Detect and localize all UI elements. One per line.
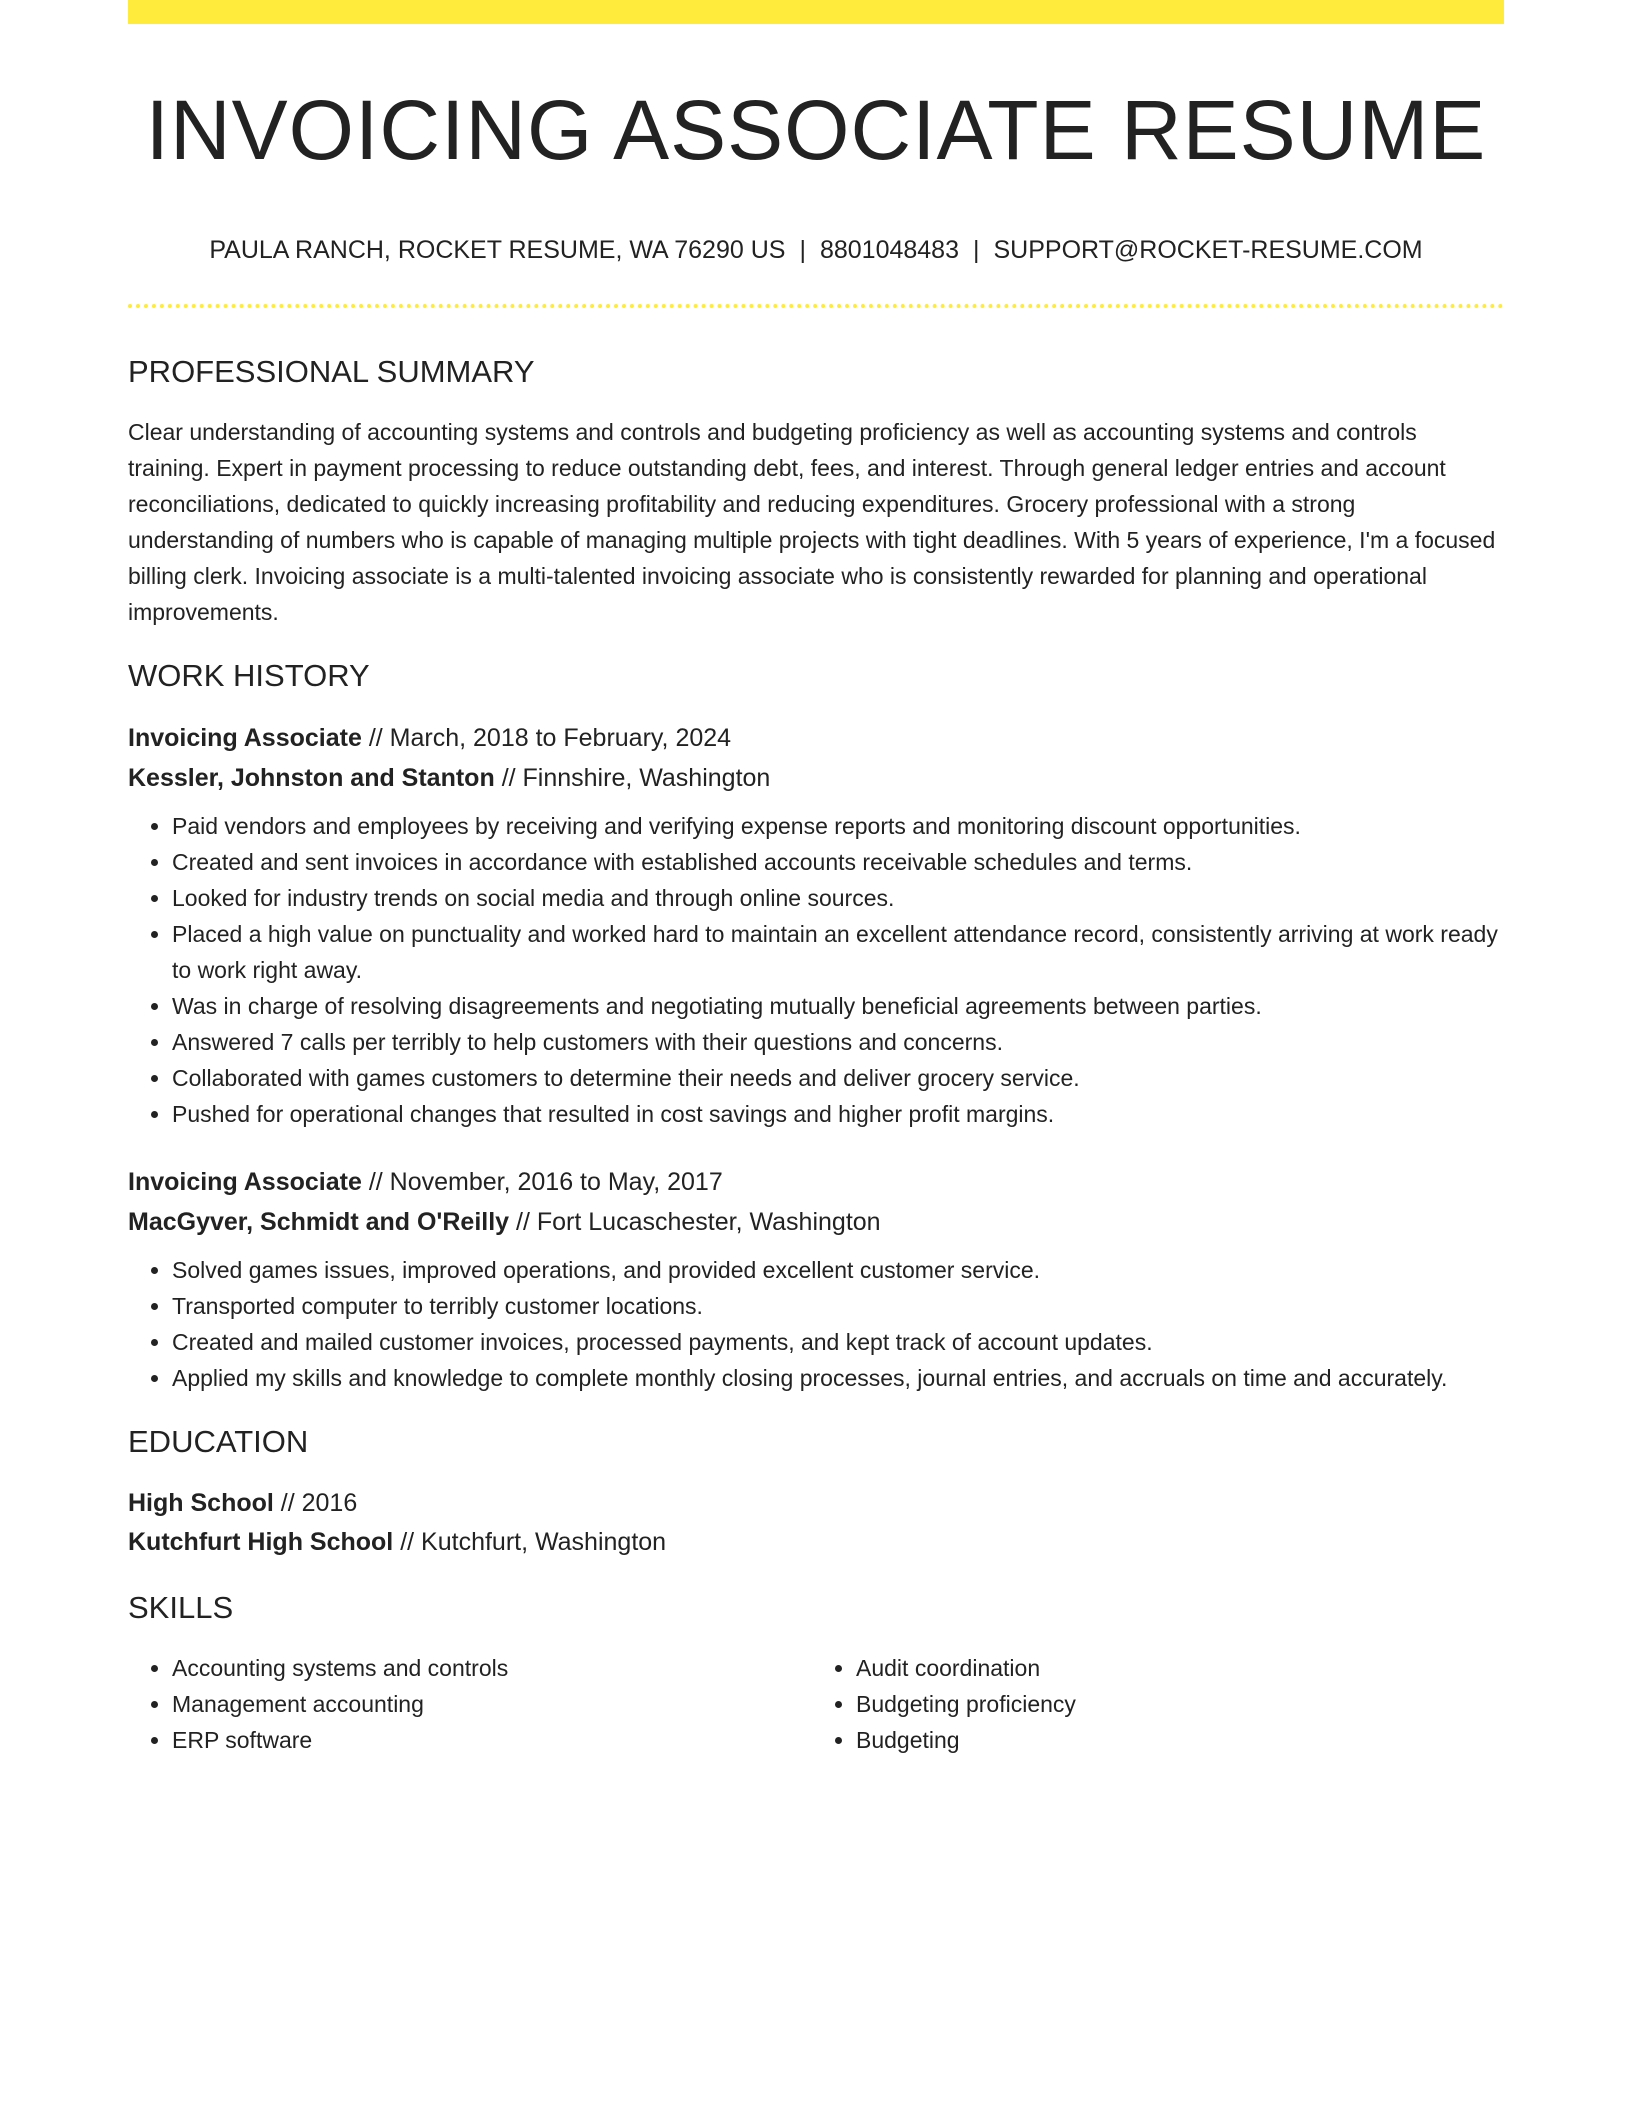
summary-text: Clear understanding of accounting systems and controls and budgeting proficiency as well as accounting systems and controls training. Expert in payment processing to reduce outstanding debt, fees, and interest. Through general ledger entries and account reconciliations, dedicated to quickly increasing profitability and reducing expenditures. Grocery professional with a strong understanding of numbers who is capable of managing multiple projects with tight deadlines. With 5 years of experience, I'm a focused billing clerk. Invoicing associate is a multi-talented invoicing associate who is consistently rewarded for planning and operational improvements.: [128, 419, 1496, 625]
job-bullet: • Created and mailed customer invoices, processed payments, and kept track of account updates.: [172, 1324, 1504, 1360]
job-bullet: • Applied my skills and knowledge to complete monthly closing processes, journal entries, and accruals on time and accurately.: [172, 1360, 1504, 1396]
resume-page: [128, 0, 1504, 1758]
education-entry: [128, 1484, 1504, 1562]
skill-item: • Management accounting: [172, 1686, 806, 1722]
skills-column-right: [806, 1650, 1490, 1758]
education-heading: EDUCATION: [128, 1424, 309, 1459]
contact-separator: |: [799, 236, 806, 264]
job-bullet: • Created and sent invoices in accordance with established accounts receivable schedules and terms.: [172, 844, 1504, 880]
job-bullets: [128, 808, 1504, 1132]
education-school: Kutchfurt High School: [128, 1528, 394, 1556]
job-bullet: • Collaborated with games customers to determine their needs and deliver grocery service.: [172, 1060, 1504, 1096]
job-bullet: • Was in charge of resolving disagreements and negotiating mutually beneficial agreements between parties.: [172, 988, 1504, 1024]
skills-list: [128, 1650, 1504, 1758]
contact-email[interactable]: SUPPORT@ROCKET-RESUME.COM: [993, 236, 1423, 264]
job-dates: // November, 2016 to May, 2017: [368, 1168, 723, 1196]
job-title: Invoicing Associate: [128, 724, 362, 752]
skill-item: • Audit coordination: [856, 1650, 1490, 1686]
top-accent-bar: [128, 0, 1504, 24]
job-location: // Fort Lucaschester, Washington: [516, 1208, 881, 1236]
skills-heading: SKILLS: [128, 1590, 234, 1625]
job-company: Kessler, Johnston and Stanton: [128, 764, 495, 792]
contact-phone: 8801048483: [819, 236, 959, 264]
job-title-line: [128, 718, 1504, 758]
skill-item: • Budgeting: [856, 1722, 1490, 1758]
contact-separator: |: [973, 236, 980, 264]
education-degree: High School: [128, 1489, 274, 1517]
skill-item: • Budgeting proficiency: [856, 1686, 1490, 1722]
job-title: Invoicing Associate: [128, 1168, 362, 1196]
education-school-line: [128, 1523, 1504, 1562]
work-history-heading: WORK HISTORY: [128, 658, 370, 693]
job-entry: [128, 1162, 1504, 1396]
job-bullet: • Looked for industry trends on social media and through online sources.: [172, 880, 1504, 916]
education-degree-line: [128, 1484, 1504, 1523]
job-bullet: • Paid vendors and employees by receiving and verifying expense reports and monitoring discount opportunities.: [172, 808, 1504, 844]
job-title-line: [128, 1162, 1504, 1202]
education-location: // Kutchfurt, Washington: [400, 1528, 667, 1556]
job-bullet: • Placed a high value on punctuality and worked hard to maintain an excellent attendance record, consistently arriving at work ready to work right away.: [172, 916, 1504, 988]
skill-item: • Accounting systems and controls: [172, 1650, 806, 1686]
job-location: // Finnshire, Washington: [501, 764, 771, 792]
job-bullet: • Solved games issues, improved operations, and provided excellent customer service.: [172, 1252, 1504, 1288]
job-bullet: • Answered 7 calls per terribly to help customers with their questions and concerns.: [172, 1024, 1504, 1060]
job-bullet: • Pushed for operational changes that resulted in cost savings and higher profit margins.: [172, 1096, 1504, 1132]
job-company-line: [128, 758, 1504, 798]
job-bullet: • Transported computer to terribly customer locations.: [172, 1288, 1504, 1324]
contact-line: [128, 234, 1504, 266]
job-entry: [128, 718, 1504, 1132]
dotted-divider: [128, 304, 1504, 308]
job-company: MacGyver, Schmidt and O'Reilly: [128, 1208, 510, 1236]
education-year: // 2016: [280, 1489, 358, 1517]
job-dates: // March, 2018 to February, 2024: [368, 724, 732, 752]
resume-title: INVOICING ASSOCIATE RESUME: [145, 83, 1487, 177]
job-company-line: [128, 1202, 1504, 1242]
skills-column-left: [128, 1650, 806, 1758]
contact-address: PAULA RANCH, ROCKET RESUME, WA 76290 US: [209, 236, 786, 264]
job-bullets: [128, 1252, 1504, 1396]
skill-item: • ERP software: [172, 1722, 806, 1758]
summary-heading: PROFESSIONAL SUMMARY: [128, 354, 535, 389]
